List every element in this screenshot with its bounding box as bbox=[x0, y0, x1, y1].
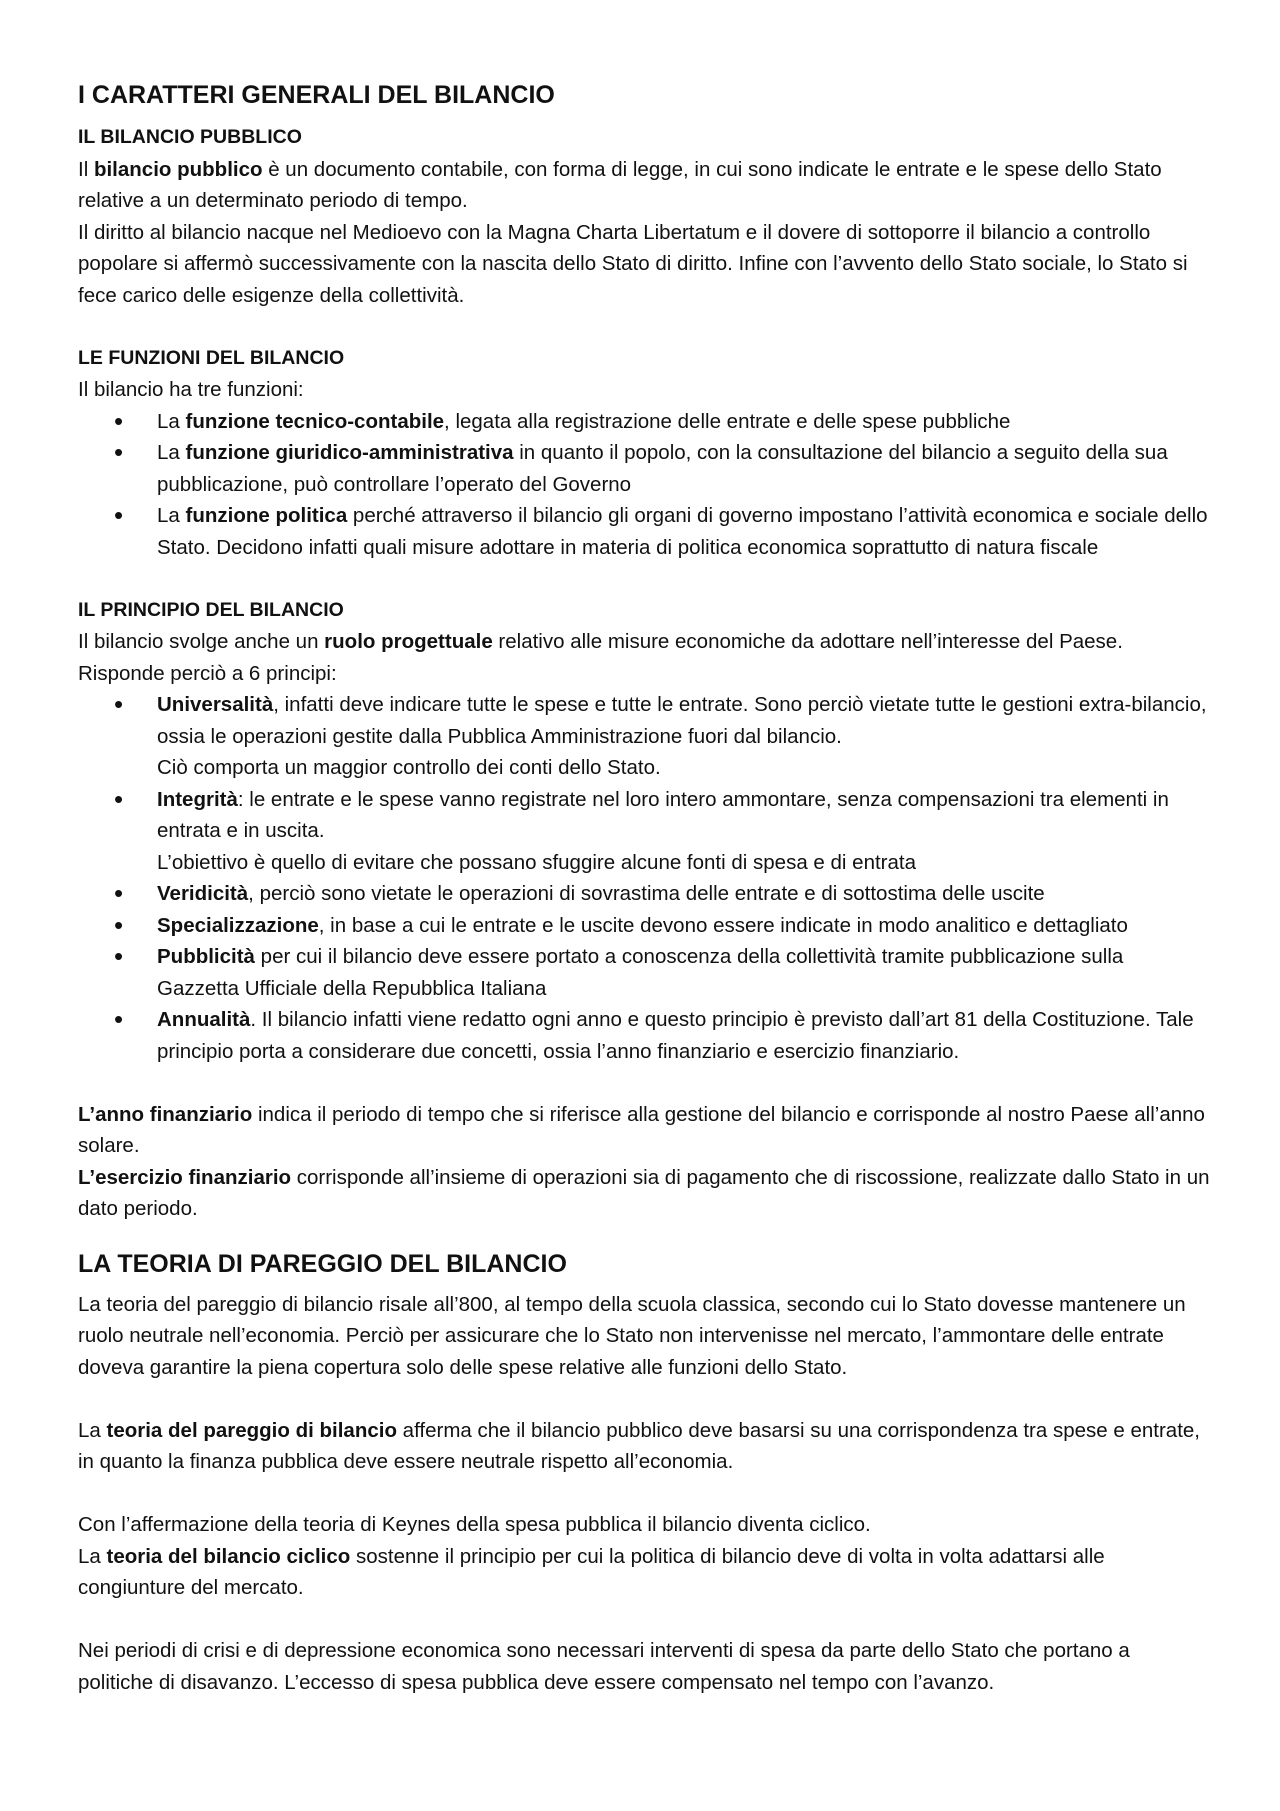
list-funzioni bbox=[78, 406, 1210, 564]
paragraph-anno-finanziario: L’anno finanziario indica il periodo di tempo che si riferisce alla gestione del bilancio e corrisponde al nostro Paese all’anno solare. bbox=[78, 1102, 1205, 1157]
list-item: • Annualità. Il bilancio infatti viene redatto ogni anno e questo principio è previsto dall’art 81 della Costituzione. Tale principio porta a considerare due concetti, ossia l’anno finanziario e esercizio finanziario. bbox=[157, 1004, 1210, 1067]
page-title: I CARATTERI GENERALI DEL BILANCIO bbox=[78, 81, 555, 109]
paragraph-teoria-pareggio: La teoria del pareggio di bilancio afferma che il bilancio pubblico deve basarsi su una corrispondenza tra spese e entrate, in quanto la finanza pubblica deve essere neutrale rispetto all’economia. bbox=[78, 1418, 1200, 1473]
paragraph-principio-intro: Il bilancio svolge anche un ruolo progettuale relativo alle misure economiche da adottare nell’interesse del Paese. Risponde perciò a 6 principi: bbox=[78, 630, 1123, 685]
paragraph-esercizio-finanziario: L’esercizio finanziario corrisponde all’insieme di operazioni sia di pagamento che di riscossione, realizzate dallo Stato in un dato periodo. bbox=[78, 1165, 1210, 1220]
section-title-pareggio: LA TEORIA DI PAREGGIO DEL BILANCIO bbox=[78, 1249, 567, 1278]
list-item: • Specializzazione, in base a cui le entrate e le uscite devono essere indicate in modo analitico e dettagliato bbox=[157, 910, 1210, 942]
heading-principio: IL PRINCIPIO DEL BILANCIO bbox=[78, 598, 344, 621]
list-item: • Integrità: le entrate e le spese vanno registrate nel loro intero ammontare, senza compensazioni tra elementi in entrata e in uscita. L’obiettivo è quello di evitare che possano sfuggire alcune fonti di spesa e di entrata bbox=[157, 784, 1210, 879]
heading-bilancio-pubblico: IL BILANCIO PUBBLICO bbox=[78, 126, 302, 148]
heading-funzioni: LE FUNZIONI DEL BILANCIO bbox=[78, 346, 345, 369]
paragraph-pareggio-storia: La teoria del pareggio di bilancio risale all’800, al tempo della scuola classica, secondo cui lo Stato dovesse mantenere un ruolo neutrale nell’economia. Perciò per assicurare che lo Stato non intervenisse nel mercato, l’ammontare delle entrate doveva garantire la piena copertura solo delle spese relative alle funzioni dello Stato. bbox=[78, 1292, 1186, 1379]
paragraph-funzioni-intro: Il bilancio ha tre funzioni: bbox=[78, 378, 304, 401]
paragraph-keynes: Con l’affermazione della teoria di Keynes della spesa pubblica il bilancio diventa ciclico. bbox=[78, 1513, 871, 1536]
paragraph-bilancio-ciclico: La teoria del bilancio ciclico sostenne il principio per cui la politica di bilancio deve di volta in volta adattarsi alle congiunture del mercato. bbox=[78, 1544, 1105, 1599]
paragraph-crisi: Nei periodi di crisi e di depressione economica sono necessari interventi di spesa da parte dello Stato che portano a politiche di disavanzo. L’eccesso di spesa pubblica deve essere compensato nel tempo con l’avanzo. bbox=[78, 1639, 1130, 1694]
list-item: • Pubblicità per cui il bilancio deve essere portato a conoscenza della collettività tramite pubblicazione sulla Gazzetta Ufficiale della Repubblica Italiana bbox=[157, 941, 1210, 1004]
list-item: • Veridicità, perciò sono vietate le operazioni di sovrastima delle entrate e di sottostima delle uscite bbox=[157, 878, 1210, 910]
list-item: • Universalità, infatti deve indicare tutte le spese e tutte le entrate. Sono perciò vietate tutte le gestioni extra-bilancio, ossia le operazioni gestite dalla Pubblica Amministrazione fuori dal bilancio. Ciò comporta un maggior controllo dei conti dello Stato. bbox=[157, 689, 1210, 784]
list-item: • La funzione politica perché attraverso il bilancio gli organi di governo impostano l’attività economica e sociale dello Stato. Decidono infatti quali misure adottare in materia di politica economica soprattutto di natura fiscale bbox=[157, 500, 1210, 563]
paragraph-definizione: Il bilancio pubblico è un documento contabile, con forma di legge, in cui sono indicate le entrate e le spese dello Stato relative a un determinato periodo di tempo. bbox=[78, 157, 1162, 212]
list-item: • La funzione giuridico-amministrativa in quanto il popolo, con la consultazione del bilancio a seguito della sua pubblicazione, può controllare l’operato del Governo bbox=[157, 437, 1210, 500]
list-principi bbox=[78, 689, 1210, 1067]
list-item: • La funzione tecnico-contabile, legata alla registrazione delle entrate e delle spese pubbliche bbox=[157, 406, 1210, 438]
paragraph-storia: Il diritto al bilancio nacque nel Medioevo con la Magna Charta Libertatum e il dovere di sottoporre il bilancio a controllo popolare si affermò successivamente con la nascita dello Stato di diritto. Infine con l’avvento dello Stato sociale, lo Stato si fece carico delle esigenze della collettività. bbox=[78, 220, 1188, 307]
